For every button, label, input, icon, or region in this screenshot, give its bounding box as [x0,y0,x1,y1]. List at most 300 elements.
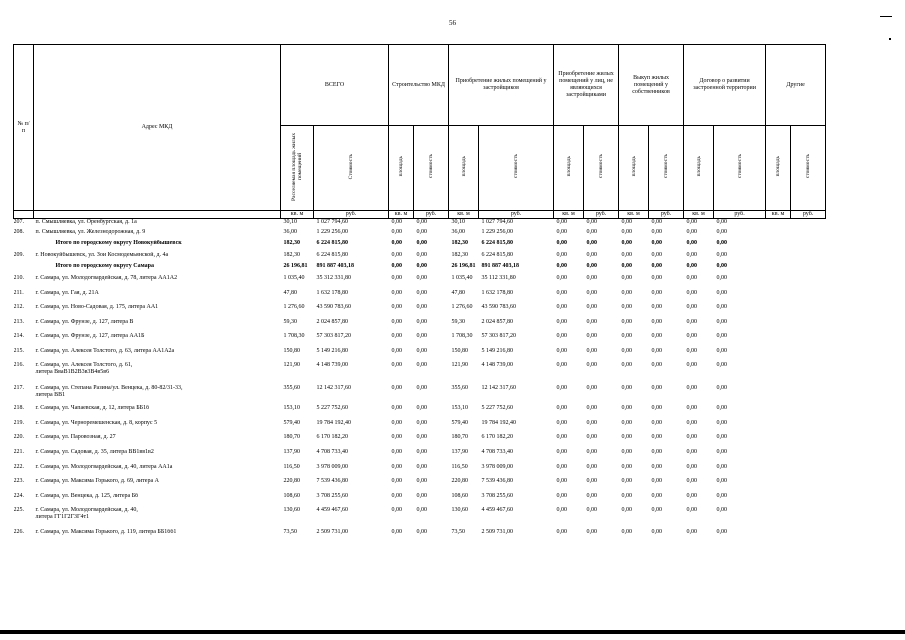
value-cell: 0,00 [416,528,428,535]
value-cell: 0,00 [716,303,728,310]
table-row [14,333,826,348]
value-cell: 150,80 [451,347,469,354]
value-cell: 0,00 [651,219,663,225]
value-cell: 0,00 [686,492,698,499]
value-cell: 0,00 [556,404,568,411]
value-cell: 1 708,30 [283,332,305,339]
empty-cell [766,449,791,464]
sub-header: Расселяемая площадь жилых помещений [281,126,314,211]
total-row [14,240,826,252]
value-cell: 19 784 192,40 [316,419,351,426]
value-cell: 579,40 [283,419,300,426]
empty-cell [766,493,791,507]
address-cell [34,507,281,529]
empty-cell [791,434,826,449]
empty-cell [766,529,791,543]
value-cell: 0,00 [716,404,728,411]
address-line: п. Смышляевка, ул. Железнодорожная, д. 9 [35,228,146,235]
value-cell: 30,10 [451,219,466,225]
header-num: № п/п [14,45,34,211]
total-row [14,263,826,275]
value-cell: 0,00 [556,361,568,368]
value-cell: 1 035,40 [283,274,305,281]
empty-cell [791,405,826,420]
value-cell: 0,00 [716,251,728,258]
value-cell: 0,00 [391,251,403,258]
value-cell: 0,00 [716,332,728,339]
address-line-2: литера ВваВ1В2В3в3В4в5в6 [35,368,110,375]
value-cell: 0,00 [416,506,428,513]
row-number: 219. [13,419,24,426]
value-cell: 4 708 733,40 [316,448,348,455]
value-cell: 19 784 192,40 [481,419,517,426]
value-cell: 0,00 [416,239,428,246]
value-cell: 0,00 [716,463,728,470]
header-units-row [14,211,826,219]
address-cell [34,333,281,348]
address-cell [34,405,281,420]
value-cell: 35 112 331,80 [481,274,516,281]
value-cell: 0,00 [586,448,598,455]
address-cell [34,493,281,507]
unit-label: руб. [649,211,684,219]
value-cell: 30,10 [283,219,297,225]
address-line: г. Самара, ул. Паровозная, д. 27 [35,433,116,440]
row-number: 220. [13,433,24,440]
row-number: 208. [13,228,24,235]
value-cell: 579,40 [451,419,469,426]
value-cell: 0,00 [716,318,728,325]
address-cell [34,362,281,385]
value-cell: 116,50 [451,463,468,470]
value-cell: 0,00 [651,433,663,440]
sub-header: стоимость [479,126,554,211]
sub-header: стоимость [584,126,619,211]
value-cell: 0,00 [416,228,428,235]
empty-cell [791,507,826,529]
value-cell: 0,00 [586,477,598,484]
address-cell [34,420,281,434]
empty-cell [766,405,791,420]
value-cell: 0,00 [391,477,403,484]
value-cell: 57 303 817,20 [481,332,517,339]
table-row [14,434,826,449]
header-group-development-contract: Договор о развитии застроенной территории [684,45,766,126]
value-cell: 0,00 [686,318,698,325]
unit-label: руб. [791,211,826,219]
value-cell: 0,00 [416,303,428,310]
empty-cell [791,348,826,362]
value-cell: 0,00 [586,419,598,426]
unit-label: руб. [584,211,619,219]
row-number: 214. [13,332,24,339]
empty-cell [766,507,791,529]
value-cell: 0,00 [556,528,568,535]
value-cell: 0,00 [716,289,728,296]
empty-cell [791,478,826,493]
address-cell [34,290,281,304]
empty-cell [766,229,791,240]
value-cell: 0,00 [391,404,403,411]
value-cell: 0,00 [556,228,568,235]
value-cell: 57 303 817,20 [316,332,351,339]
row-number [14,263,34,275]
value-cell: 0,00 [391,219,403,225]
value-cell: 0,00 [556,318,568,325]
units-blank [14,211,34,219]
value-cell: 0,00 [716,228,728,235]
value-cell: 0,00 [621,318,633,325]
value-cell: 180,70 [283,433,300,440]
value-cell: 0,00 [621,262,633,269]
address-line: г. Самара, ул. Черноремешенская, д. 8, корпус 5 [35,419,158,426]
value-cell: 0,00 [651,251,663,258]
address-line: Итого по городскому округу Новокуйбышевск [55,239,182,246]
value-cell: 0,00 [686,506,698,513]
value-cell: 0,00 [651,347,663,354]
value-cell: 0,00 [556,347,568,354]
value-cell: 0,00 [651,384,663,391]
page-number: 56 [449,19,456,27]
value-cell: 0,00 [416,384,428,391]
table-row [14,420,826,434]
value-cell: 3 708 255,60 [316,492,348,499]
value-cell: 1 632 178,80 [481,289,514,296]
value-cell: 0,00 [686,262,698,269]
empty-cell [766,385,791,405]
value-cell: 891 887 403,18 [481,262,520,269]
row-number: 221. [13,448,24,455]
row-number: 209. [13,251,24,258]
value-cell: 0,00 [651,528,663,535]
value-cell: 0,00 [716,528,728,535]
address-cell [34,319,281,333]
value-cell: 0,00 [716,492,728,499]
value-cell: 0,00 [621,274,633,281]
value-cell: 0,00 [586,219,598,225]
value-cell: 0,00 [716,347,728,354]
value-cell: 0,00 [621,506,633,513]
value-cell: 0,00 [651,262,663,269]
value-cell: 220,80 [283,477,300,484]
value-cell: 0,00 [651,303,663,310]
value-cell: 0,00 [586,433,598,440]
empty-cell [766,290,791,304]
value-cell: 0,00 [586,528,598,535]
unit-label: руб. [314,211,389,219]
empty-cell [791,529,826,543]
header-group-total: ВСЕГО [281,45,389,126]
value-cell: 1 027 794,60 [481,219,514,225]
value-cell: 0,00 [651,506,663,513]
value-cell: 0,00 [686,528,698,535]
unit-label: кв. м [449,211,479,219]
row-number: 216. [13,361,24,368]
value-cell: 891 887 403,18 [316,262,354,269]
value-cell: 0,00 [556,448,568,455]
value-cell: 36,00 [283,228,297,235]
value-cell: 0,00 [416,463,428,470]
value-cell: 0,00 [586,228,598,235]
value-cell: 26 196,81 [283,262,308,269]
corner-mark [880,16,892,17]
value-cell: 4 148 739,00 [481,361,514,368]
unit-label: руб. [479,211,554,219]
sub-header: стоимость [714,126,766,211]
table-row [14,219,826,229]
header-group-non-developer: Приобретение жилых помещений у лиц, не являющихся застройщиками [554,45,619,126]
value-cell: 0,00 [716,419,728,426]
address-line: г. Самара, ул. Молодогвардейская, д. 40, литера АА1а [35,463,173,470]
sub-header: площадь [619,126,649,211]
empty-cell [766,348,791,362]
value-cell: 2 509 731,00 [481,528,514,535]
value-cell: 0,00 [556,433,568,440]
value-cell: 5 227 752,60 [316,404,348,411]
value-cell: 0,00 [716,477,728,484]
address-line: г. Самара, ул. Максима Горького, д. 69, литера А [35,477,159,484]
empty-cell [791,290,826,304]
value-cell: 0,00 [416,404,428,411]
address-cell [34,229,281,240]
sub-header: стоимость [414,126,449,211]
value-cell: 0,00 [416,289,428,296]
value-cell: 0,00 [556,239,568,246]
value-cell: 12 142 317,60 [316,384,351,391]
value-cell: 0,00 [391,384,403,391]
table-row [14,493,826,507]
value-cell: 0,00 [391,419,403,426]
value-cell: 0,00 [586,347,598,354]
table-row [14,290,826,304]
value-cell: 0,00 [391,361,403,368]
value-cell: 1 035,40 [451,274,473,281]
value-cell: 3 978 009,00 [481,463,514,470]
value-cell: 0,00 [686,347,698,354]
value-cell: 6 170 182,20 [316,433,348,440]
value-cell: 0,00 [686,251,698,258]
value-cell: 0,00 [556,463,568,470]
address-line-2: литера ВВ1 [35,391,66,398]
unit-label: кв. м [619,211,649,219]
value-cell: 0,00 [391,274,403,281]
value-cell: 0,00 [586,251,598,258]
unit-label: кв. м [684,211,714,219]
value-cell: 3 708 255,60 [481,492,514,499]
value-cell: 0,00 [651,332,663,339]
empty-cell [791,304,826,319]
value-cell: 0,00 [391,262,403,269]
value-cell: 1 632 178,80 [316,289,348,296]
value-cell: 0,00 [416,361,428,368]
address-cell [34,219,281,229]
value-cell: 1 276,60 [283,303,305,310]
housing-resettlement-table [13,44,826,543]
table-row [14,252,826,263]
address-cell [34,385,281,405]
value-cell: 0,00 [621,528,633,535]
value-cell: 0,00 [686,274,698,281]
row-number: 223. [13,477,24,484]
value-cell: 47,80 [451,289,466,296]
table-row [14,229,826,240]
value-cell: 0,00 [686,303,698,310]
value-cell: 4 459 467,60 [316,506,348,513]
value-cell: 220,80 [451,477,469,484]
value-cell: 0,00 [621,477,633,484]
value-cell: 121,90 [283,361,300,368]
value-cell: 0,00 [556,303,568,310]
value-cell: 0,00 [416,419,428,426]
value-cell: 0,00 [586,239,598,246]
row-number: 213. [13,318,24,325]
address-line: г. Новокуйбышевск, ул. Зои Космодемьянской, д. 4а [35,251,169,258]
value-cell: 7 539 436,80 [316,477,348,484]
value-cell: 5 227 752,60 [481,404,514,411]
value-cell: 0,00 [391,492,403,499]
value-cell: 0,00 [416,492,428,499]
value-cell: 2 024 857,80 [316,318,348,325]
value-cell: 0,00 [621,361,633,368]
value-cell: 0,00 [391,289,403,296]
address-line: г. Самара, ул. Фрунзе, д. 127, литера В [35,318,134,325]
value-cell: 180,70 [451,433,469,440]
value-cell: 0,00 [686,419,698,426]
empty-cell [791,263,826,275]
value-cell: 2 024 857,80 [481,318,514,325]
empty-cell [791,385,826,405]
address-line: г. Самара, ул. Гая, д. 21А [35,289,99,296]
value-cell: 0,00 [556,251,568,258]
value-cell: 0,00 [621,332,633,339]
value-cell: 0,00 [391,528,403,535]
value-cell: 116,50 [283,463,300,470]
empty-cell [791,362,826,385]
address-cell [34,304,281,319]
value-cell: 0,00 [621,433,633,440]
value-cell: 355,60 [451,384,469,391]
address-line: г. Самара, ул. Садовая, д. 35, литера ВВ1вв1в2 [35,448,154,455]
header-group-buyout: Выкуп жилых помещений у собственников [619,45,684,126]
row-number: 218. [13,404,24,411]
header-group-developer: Приобретение жилых помещений у застройщиков [449,45,554,126]
empty-cell [766,464,791,478]
value-cell: 182,30 [283,239,300,246]
table-row [14,529,826,543]
header-group-row [14,45,826,126]
value-cell: 0,00 [391,433,403,440]
unit-label: кв. м [766,211,791,219]
table-row [14,464,826,478]
table-row [14,385,826,405]
value-cell: 1 229 256,00 [316,228,348,235]
table-row [14,405,826,420]
sub-header: стоимость [791,126,826,211]
value-cell: 0,00 [416,477,428,484]
value-cell: 153,10 [451,404,469,411]
address-line: г. Самара, ул. Максима Горького, д. 119, литера ББ1бб1 [35,528,177,535]
value-cell: 0,00 [586,384,598,391]
value-cell: 0,00 [391,448,403,455]
address-cell [34,348,281,362]
total-label [34,263,281,275]
value-cell: 0,00 [391,228,403,235]
empty-cell [791,240,826,252]
value-cell: 0,00 [586,361,598,368]
empty-cell [766,333,791,348]
value-cell: 0,00 [651,448,663,455]
value-cell: 0,00 [586,404,598,411]
value-cell: 43 590 783,60 [481,303,517,310]
address-line: г. Самара, ул. Молодогвардейская, д. 78, литера АА1А2 [35,274,178,281]
value-cell: 0,00 [621,239,633,246]
value-cell: 0,00 [391,303,403,310]
value-cell: 47,80 [283,289,297,296]
unit-label: руб. [414,211,449,219]
unit-label: руб. [714,211,766,219]
empty-cell [766,252,791,263]
table-row [14,275,826,290]
empty-cell [766,434,791,449]
units-blank [34,211,281,219]
value-cell: 130,60 [283,506,300,513]
value-cell: 0,00 [416,274,428,281]
value-cell: 7 539 436,80 [481,477,514,484]
value-cell: 0,00 [391,347,403,354]
empty-cell [766,319,791,333]
row-number: 212. [13,303,24,310]
value-cell: 6 224 815,80 [481,251,514,258]
address-line: г. Самара, ул. Степана Разина/ул. Венцека, д. 80-82/31-33, [35,384,183,391]
value-cell: 0,00 [586,492,598,499]
value-cell: 0,00 [651,239,663,246]
value-cell: 0,00 [556,419,568,426]
value-cell: 0,00 [716,433,728,440]
value-cell: 59,30 [283,318,297,325]
value-cell: 0,00 [621,228,633,235]
empty-cell [791,275,826,290]
value-cell: 6 224 815,80 [481,239,514,246]
table-row [14,478,826,493]
value-cell: 0,00 [621,303,633,310]
value-cell: 6 224 815,80 [316,251,348,258]
address-line: г. Самара, ул. Ново-Садовая, д. 175, литера АА1 [35,303,159,310]
value-cell: 0,00 [651,318,663,325]
value-cell: 182,30 [451,239,469,246]
value-cell: 355,60 [283,384,300,391]
row-number: 225. [13,506,24,513]
row-number: 226. [13,528,24,535]
table-row [14,507,826,529]
value-cell: 0,00 [621,347,633,354]
value-cell: 1 708,30 [451,332,473,339]
value-cell: 0,00 [716,506,728,513]
address-line: г. Самара, ул. Алексея Толстого, д. 61, [35,361,133,368]
sub-header: площадь [449,126,479,211]
value-cell: 0,00 [556,332,568,339]
value-cell: 130,60 [451,506,469,513]
row-number [14,240,34,252]
empty-cell [791,493,826,507]
value-cell: 0,00 [586,463,598,470]
empty-cell [766,420,791,434]
address-cell [34,449,281,464]
address-cell [34,478,281,493]
margin-dot [889,38,891,40]
value-cell: 0,00 [556,477,568,484]
value-cell: 0,00 [651,289,663,296]
value-cell: 0,00 [416,433,428,440]
